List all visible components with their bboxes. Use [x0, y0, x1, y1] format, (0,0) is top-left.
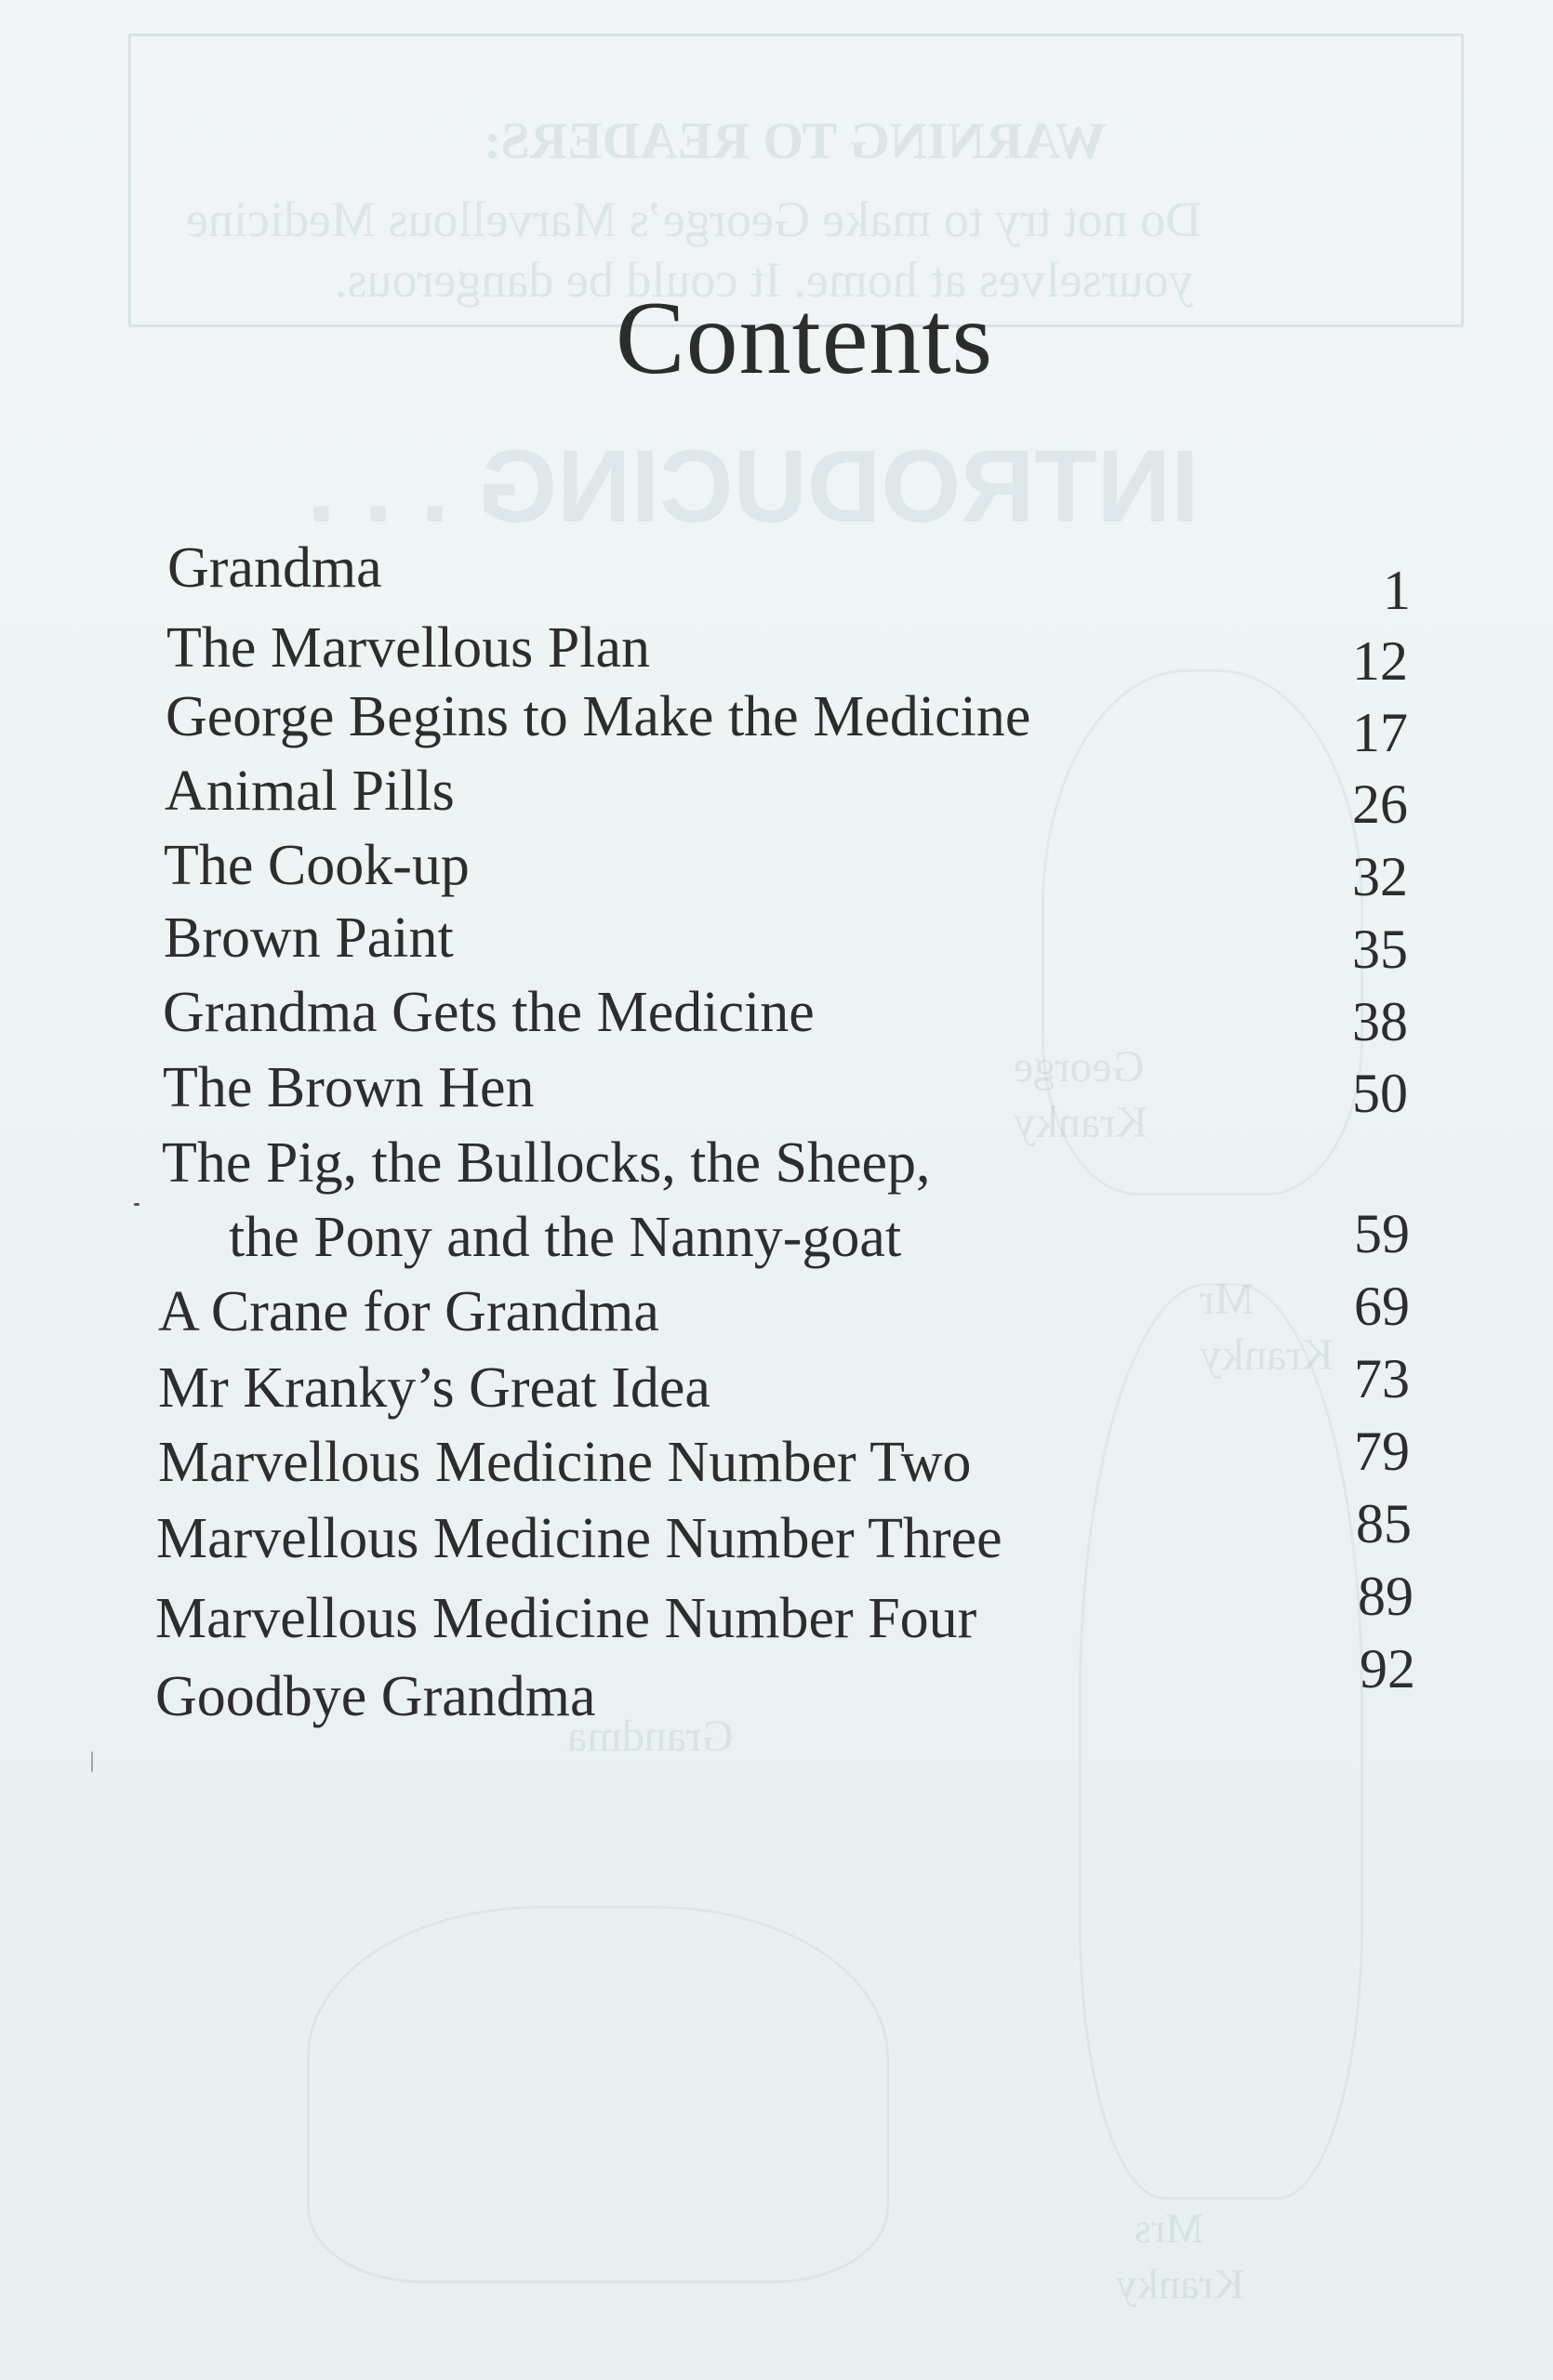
show-through-name-label: George: [1014, 1042, 1145, 1091]
toc-entry-page: 38: [1352, 991, 1408, 1052]
paper-speck: [134, 1203, 139, 1206]
show-through-name-label: Mr: [1200, 1275, 1254, 1324]
toc-entry-title: The Marvellous Plan: [166, 616, 651, 680]
toc-entry-page: 17: [1352, 702, 1408, 763]
toc-entry-title: Marvellous Medicine Number Two: [158, 1431, 972, 1494]
toc-entry-page: 32: [1352, 846, 1408, 907]
toc-entry-title: the Pony and the Nanny-goat: [229, 1206, 902, 1269]
toc-entry: [0, 681, 1553, 763]
toc-entry-title: Marvellous Medicine Number Four: [155, 1587, 977, 1650]
show-through-name-label: Kranky: [1014, 1098, 1148, 1147]
toc-entry-title: Animal Pills: [165, 760, 455, 823]
toc-entry: [0, 1127, 1553, 1199]
toc-entry-title: Grandma Gets the Medicine: [163, 981, 815, 1044]
toc-entry-title: Mr Kranky’s Great Idea: [158, 1356, 710, 1420]
paper-speck: [91, 1752, 93, 1772]
toc-entry-page: 79: [1354, 1421, 1410, 1482]
toc-entry-title: Goodbye Grandma: [155, 1665, 596, 1728]
show-through-name-label: Kranky: [1116, 2260, 1244, 2307]
toc-entry: [0, 755, 1553, 835]
toc-entry-page: 73: [1354, 1348, 1410, 1409]
toc-entry: [0, 532, 1553, 621]
toc-entry-page: 35: [1352, 919, 1408, 980]
show-through-illustration: [307, 1906, 889, 2283]
show-through-name-label: Kranky: [1200, 1330, 1334, 1380]
toc-entry: [0, 1348, 1553, 1424]
show-through-name-label: Grandma: [567, 1712, 734, 1761]
toc-entry-page: 85: [1356, 1493, 1412, 1554]
toc-entry-page: 1: [1383, 560, 1411, 621]
toc-entry-title: Brown Paint: [164, 906, 454, 970]
toc-entry: [0, 902, 1553, 980]
toc-entry-title: The Cook-up: [164, 834, 470, 897]
toc-entry-title: The Brown Hen: [163, 1056, 535, 1119]
toc-entry-page: 26: [1352, 774, 1408, 835]
toc-entry-page: 12: [1352, 630, 1408, 692]
toc-entry-title: The Pig, the Bullocks, the Sheep,: [162, 1131, 931, 1195]
show-through-warning-heading: WARNING TO READERS:: [484, 112, 1108, 170]
toc-entry-page: 92: [1360, 1638, 1415, 1699]
toc-entry: [0, 1051, 1553, 1124]
toc-entry-page: 50: [1352, 1063, 1408, 1124]
show-through-warning-line: Do not try to make George’s Marvellous Medicine: [186, 192, 1202, 247]
toc-entry: [0, 1276, 1553, 1348]
toc-entry-title: Grandma: [167, 536, 382, 600]
toc-entry: [0, 1638, 1553, 1733]
toc-entry-page: 89: [1358, 1566, 1414, 1627]
toc-entry-title: George Begins to Make the Medicine: [166, 685, 1031, 748]
toc-entry: [0, 829, 1553, 907]
show-through-introducing: INTRODUCING . . .: [307, 430, 1200, 544]
toc-entry-page: 59: [1354, 1203, 1410, 1264]
show-through-warning-line: yourselves at home. It could be dangerous.: [335, 252, 1194, 308]
toc-entry-title: Marvellous Medicine Number Three: [156, 1507, 1002, 1570]
page-title: Contents: [615, 281, 994, 396]
toc-entry-title: A Crane for Grandma: [158, 1280, 659, 1343]
toc-entry-page: 69: [1354, 1276, 1410, 1337]
toc-entry: [0, 612, 1553, 692]
toc-entry: [0, 1201, 1553, 1274]
toc-entry: [0, 976, 1553, 1052]
show-through-name-label: Mrs: [1135, 2204, 1204, 2252]
